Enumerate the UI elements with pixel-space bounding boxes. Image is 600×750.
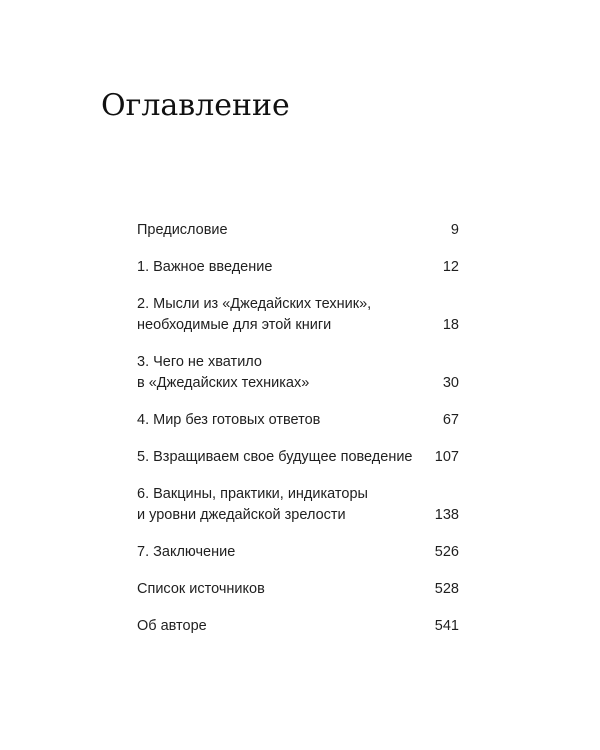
toc-entry-page-number: 541: [434, 618, 459, 634]
toc-entry-page-number: 12: [442, 259, 459, 275]
toc-entry-chapter-6: [137, 484, 459, 526]
toc-entry-preface: [137, 220, 459, 241]
toc-entry-title: 7. Заключение: [137, 544, 236, 560]
page-title: Оглавление: [101, 88, 290, 123]
toc-entry-page-number: 526: [434, 544, 459, 560]
toc-entry-bibliography: [137, 579, 459, 600]
toc-entry-page-number: 18: [442, 317, 459, 333]
toc-entry-title: Список источников: [137, 581, 265, 597]
toc-entry-page-number: 9: [450, 222, 459, 238]
toc-entry-page-number: 30: [442, 375, 459, 391]
toc-entry-page-number: 528: [434, 581, 459, 597]
toc-entry-chapter-1: [137, 257, 459, 278]
toc-entry-about-author: [137, 616, 459, 637]
toc-entry-title: 1. Важное введение: [137, 259, 273, 275]
toc-entry-page-number: 67: [442, 412, 459, 428]
toc-entry-title: 3. Чего не хватило в «Джедайских техниках»: [137, 354, 310, 391]
toc-entry-chapter-3: [137, 352, 459, 394]
toc-entry-chapter-4: [137, 410, 459, 431]
toc-entry-chapter-7: [137, 542, 459, 563]
toc-entry-title: Предисловие: [137, 222, 228, 238]
toc-entry-title: Об авторе: [137, 618, 207, 634]
toc-entry-chapter-2: [137, 294, 459, 336]
table-of-contents: [137, 220, 459, 653]
toc-entry-page-number: 138: [434, 507, 459, 523]
toc-entry-page-number: 107: [434, 449, 459, 465]
toc-entry-title: 5. Взращиваем свое будущее поведение: [137, 449, 413, 465]
toc-entry-title: 2. Мысли из «Джедайских техник», необходимые для этой книги: [137, 296, 372, 333]
toc-entry-title: 4. Мир без готовых ответов: [137, 412, 321, 428]
toc-entry-chapter-5: [137, 447, 459, 468]
toc-entry-title: 6. Вакцины, практики, индикаторы и уровни джедайской зрелости: [137, 486, 368, 523]
